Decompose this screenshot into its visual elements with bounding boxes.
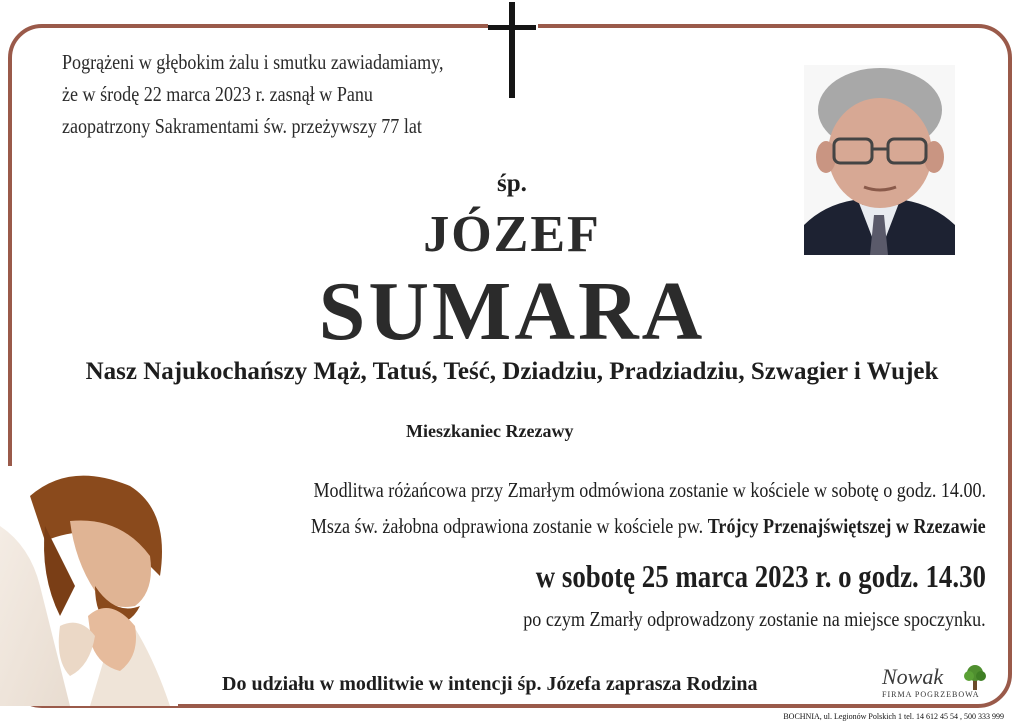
mass-prefix: Msza św. żałobna odprawiona zostanie w kościele pw. (311, 514, 704, 538)
relations-line: Nasz Najukochańszy Mąż, Tatuś, Teść, Dziadziu, Pradziadziu, Szwagier i Wujek (85, 358, 939, 385)
logo-subtitle: FIRMA POGRZEBOWA (882, 690, 980, 699)
tree-icon (960, 662, 990, 692)
intro-line: Pogrążeni w głębokim żalu i smutku zawiadamiamy, (62, 50, 444, 74)
invitation: Do udziału w modlitwie w intencji śp. Józefa zaprasza Rodzina (222, 673, 758, 695)
praying-jesus-image (0, 466, 178, 706)
intro-line: że w środę 22 marca 2023 r. zasnął w Panu (62, 82, 373, 106)
after-notice: po czym Zmarły odprowadzony zostanie na miejsce spoczynku. (523, 607, 986, 631)
last-name (0, 262, 1024, 360)
last-name-text: SUMARA (318, 265, 706, 358)
mass-date: w sobotę 25 marca 2023 r. o godz. 14.30 (535, 558, 986, 594)
footer-address: BOCHNIA, ul. Legionów Polskich 1 tel. 14 612 45 54 , 500 333 999 (783, 712, 1004, 721)
funeral-home-logo (880, 662, 992, 702)
mass-notice (311, 514, 986, 539)
honorific: śp. (497, 170, 527, 197)
intro-line: zaopatrzony Sakramentami św. przeżywszy 77 lat (62, 114, 422, 138)
residence: Mieszkaniec Rzezawy (406, 421, 574, 441)
mass-church: Trójcy Przenajświętszej w Rzezawie (708, 514, 986, 538)
prayer-notice: Modlitwa różańcowa przy Zmarłym odmówiona zostanie w kościele w sobotę o godz. 14.00. (313, 478, 986, 502)
intro-text (62, 46, 444, 142)
logo-name: Nowak (882, 664, 944, 689)
first-name: JÓZEF (423, 206, 601, 263)
